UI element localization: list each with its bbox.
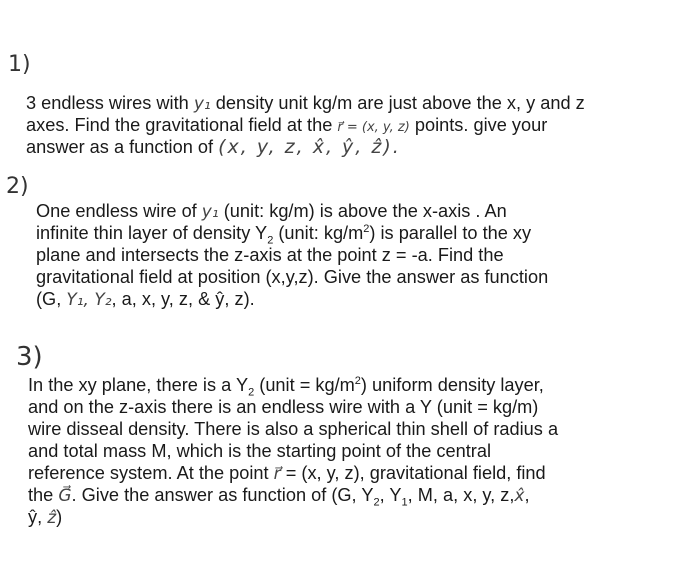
problem-1-line-2: axes. Find the gravitational field at the r⃗ = (x, y, z) points. give your [26, 115, 548, 135]
handwritten-position-vector: r⃗ = (x, y, z) [337, 120, 410, 135]
problem-2-line-2: infinite thin layer of density $Y_2$ (unit: $kg/m^2$) is parallel to the xy [36, 222, 532, 247]
handwritten-r-vector: r⃗ [273, 464, 281, 484]
problem-3-line-4: and total mass M, which is the starting point of the central [28, 441, 491, 461]
handwritten-symbol: y₁ [201, 202, 219, 222]
problem-2-text [36, 200, 548, 310]
problem-3-line-1: In the xy plane, there is a $Y_2$ (unit = $kg/m^2$) uniform density layer, [28, 374, 544, 399]
problem-3-text [28, 374, 558, 528]
handwritten-densities: Y₁, Y₂ [66, 290, 112, 310]
problem-2-line-1: One endless wire of y₁ (unit: kg/m) is above the x-axis . An [36, 201, 507, 222]
problem-2-line-4: gravitational field at position (x,y,z). Give the answer as function [36, 267, 549, 287]
problem-3-line-6: the G⃗. Give the answer as function of (G, $Y_2$, $Y_1$, M, a, x, y, z,x̂, [28, 485, 530, 509]
problem-2-line-5: (G, Y₁, Y₂, a, x, y, z, & ŷ, z). [36, 289, 255, 310]
problem-2-number: 2) [6, 174, 29, 199]
problem-2-line-3: plane and intersects the z-axis at the point z = -a. Find the [36, 245, 504, 265]
problem-3-line-5: reference system. At the point r⃗ = (x, y, z), gravitational field, find [28, 463, 546, 484]
problem-1-text [26, 92, 585, 158]
handwritten-z-hat: ẑ [47, 508, 57, 528]
handwritten-x-hat: x̂ [514, 486, 525, 506]
problem-3-line-3: wire disseal density. There is also a spherical thin shell of radius a [28, 419, 559, 439]
handwritten-g-vector: G⃗ [58, 486, 72, 506]
problem-3-number: 3) [16, 342, 43, 372]
problem-1-number: 1) [8, 52, 31, 77]
problem-1-line-1: 3 endless wires with y₁ density unit kg/m are just above the x, y and z [26, 93, 585, 114]
handwritten-symbol: y₁ [193, 94, 211, 114]
problem-1-line-3: answer as a function of (x, y, z, x̂, ŷ, ẑ). [26, 136, 401, 158]
problem-3-line-2: and on the z-axis there is an endless wire with a Y (unit = kg/m) [28, 397, 539, 417]
handwritten-variable-list: (x, y, z, x̂, ŷ, ẑ). [218, 136, 401, 158]
problem-3-line-7: ŷ, ẑ) [28, 507, 63, 528]
